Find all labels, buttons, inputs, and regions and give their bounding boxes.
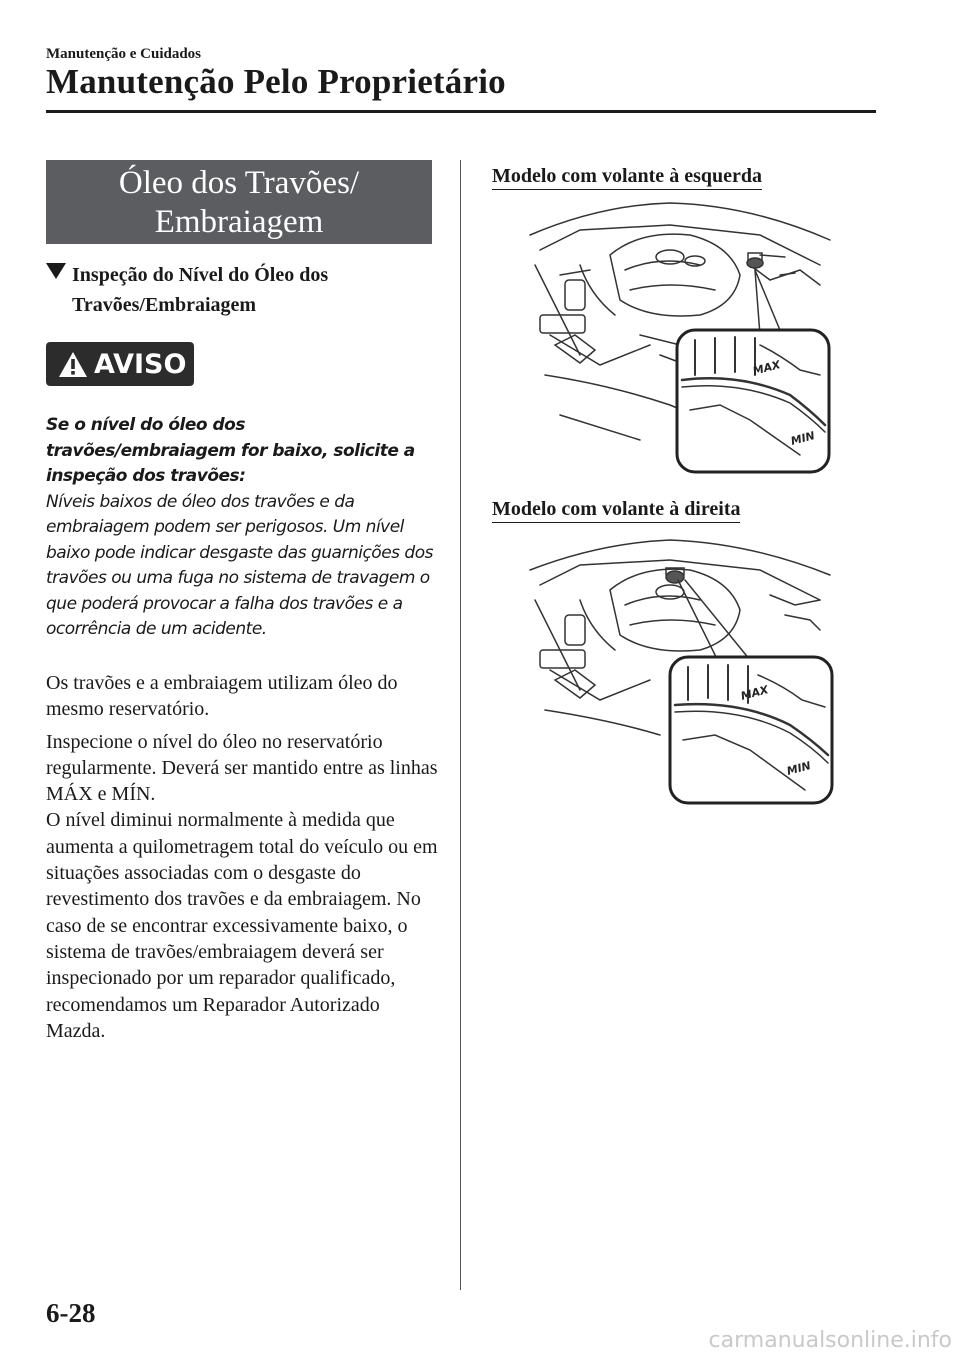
warning-text (46, 413, 436, 643)
breadcrumb: Manutenção e Cuidados (46, 46, 202, 62)
watermark: carmanualsonline.info (708, 1328, 952, 1353)
header-rule (46, 110, 876, 113)
warning-body-text: Níveis baixos de óleo dos travões e da embraiagem podem ser perigosos. Um nível baixo pode indicar desgaste das guarnições dos travões ou uma fuga no sistema de travagem o que poderá provocar a falha dos travões e a ocorrência de um acidente. (46, 491, 433, 639)
column-divider (460, 160, 461, 1290)
page-number: 6-28 (46, 1298, 96, 1328)
triangle-bullet-icon (46, 263, 66, 279)
subsection-heading-line1: Inspeção do Nível do Óleo dos (72, 264, 329, 286)
body-text (46, 670, 438, 1044)
paragraph: Os travões e a embraiagem utilizam óleo do mesmo reservatório. (46, 672, 398, 721)
paragraph: Inspecione o nível do óleo no reservatório regularmente. Deverá ser mantido entre as linhas MÁX e MÍN. (46, 730, 438, 806)
section-heading-line2: Embraiagem (154, 204, 324, 240)
warning-label: AVISO (94, 348, 187, 380)
warning-badge (46, 342, 194, 386)
section-heading-line1: Óleo dos Travões/ (118, 165, 360, 201)
section-heading (46, 160, 432, 244)
figure-caption-left-hand: Modelo com volante à esquerda (492, 165, 762, 190)
engine-bay-illustration-left-hand (520, 195, 840, 485)
min-label: MIN (789, 429, 817, 448)
page-title: Manutenção Pelo Proprietário (46, 62, 506, 101)
min-label: MIN (785, 759, 813, 778)
subsection-heading (46, 260, 436, 320)
figure-caption-right-hand: Modelo com volante à direita (492, 498, 740, 523)
warning-bold-text: Se o nível do óleo dos travões/embraiagem for baixo, solicite a inspeção dos travões: (46, 415, 415, 486)
max-label: MAX (739, 683, 770, 703)
subsection-heading-line2: Travões/Embraiagem (72, 294, 257, 316)
warning-triangle-icon (58, 351, 88, 378)
paragraph: O nível diminui normalmente à medida que aumenta a quilometragem total do veículo ou em situações associadas com o desgaste do revestimento dos travões e da embraiagem. No caso de se encontrar excessivamente baixo, o sistema de travões/embraiagem deverá ser inspecionado por um reparador qualificado, recomendamos um Reparador Autorizado Mazda. (46, 809, 438, 1042)
max-label: MAX (751, 358, 782, 378)
engine-bay-illustration-right-hand (520, 535, 840, 820)
